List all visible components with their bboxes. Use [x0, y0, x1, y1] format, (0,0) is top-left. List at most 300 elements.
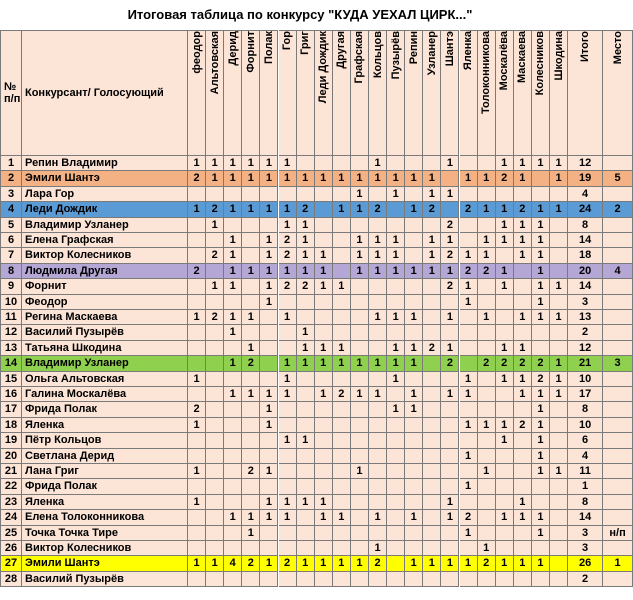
vote-cell: [315, 156, 333, 171]
vote-cell: 1: [279, 510, 297, 525]
vote-cell: 2: [441, 356, 459, 371]
vote-cell: [496, 387, 514, 402]
vote-cell: [387, 464, 405, 479]
vote-cell: [315, 449, 333, 464]
vote-cell: [260, 541, 278, 556]
place-cell: [603, 233, 633, 248]
vote-cell: 1: [351, 248, 369, 263]
vote-cell: [514, 479, 532, 494]
vote-cell: 1: [351, 233, 369, 248]
vote-cell: [387, 541, 405, 556]
vote-cell: [260, 218, 278, 233]
total-cell: 3: [568, 295, 603, 310]
vote-cell: 1: [242, 526, 260, 541]
total-cell: 10: [568, 372, 603, 387]
place-cell: [603, 387, 633, 402]
vote-cell: [550, 187, 568, 202]
total-cell: 12: [568, 156, 603, 171]
vote-cell: [224, 218, 242, 233]
vote-cell: 1: [297, 433, 315, 448]
vote-cell: 1: [532, 264, 550, 279]
vote-cell: [423, 464, 441, 479]
vote-cell: 1: [405, 387, 423, 402]
vote-cell: [478, 295, 496, 310]
vote-cell: [441, 372, 459, 387]
vote-cell: 1: [242, 510, 260, 525]
vote-cell: [369, 187, 387, 202]
header-judge: [297, 30, 315, 156]
row-number: 19: [0, 433, 22, 448]
vote-cell: 1: [279, 264, 297, 279]
vote-cell: 1: [496, 341, 514, 356]
vote-cell: [423, 526, 441, 541]
total-cell: 20: [568, 264, 603, 279]
vote-cell: 1: [260, 279, 278, 294]
vote-cell: [550, 264, 568, 279]
vote-cell: 1: [532, 295, 550, 310]
header-total-label: Итого: [579, 31, 592, 63]
header-judge-label: Москалёва: [498, 31, 511, 91]
vote-cell: 1: [242, 156, 260, 171]
vote-cell: [333, 418, 351, 433]
vote-cell: [532, 171, 550, 186]
vote-cell: 2: [206, 202, 224, 217]
vote-cell: [315, 541, 333, 556]
vote-cell: 1: [297, 171, 315, 186]
vote-cell: 1: [460, 449, 478, 464]
vote-cell: 1: [405, 171, 423, 186]
vote-cell: 1: [460, 372, 478, 387]
vote-cell: 1: [333, 341, 351, 356]
vote-cell: [333, 310, 351, 325]
total-cell: 13: [568, 310, 603, 325]
vote-cell: [405, 526, 423, 541]
vote-cell: 1: [532, 248, 550, 263]
vote-cell: [242, 418, 260, 433]
vote-cell: [297, 464, 315, 479]
vote-cell: 1: [496, 233, 514, 248]
vote-cell: 1: [242, 202, 260, 217]
vote-cell: 1: [315, 248, 333, 263]
vote-cell: 2: [441, 218, 459, 233]
place-cell: [603, 325, 633, 340]
vote-cell: [387, 556, 405, 571]
vote-cell: [333, 325, 351, 340]
vote-cell: [387, 418, 405, 433]
vote-cell: [441, 464, 459, 479]
total-cell: 8: [568, 495, 603, 510]
vote-cell: 2: [441, 279, 459, 294]
vote-cell: [279, 187, 297, 202]
vote-cell: [297, 449, 315, 464]
vote-cell: [351, 310, 369, 325]
vote-cell: 1: [496, 372, 514, 387]
row-number: 6: [0, 233, 22, 248]
vote-cell: [351, 218, 369, 233]
place-cell: 4: [603, 264, 633, 279]
vote-cell: [369, 341, 387, 356]
vote-cell: [514, 295, 532, 310]
vote-cell: [351, 372, 369, 387]
vote-cell: 1: [460, 418, 478, 433]
header-judge: [224, 30, 242, 156]
vote-cell: [333, 402, 351, 417]
vote-cell: 1: [496, 279, 514, 294]
vote-cell: 1: [441, 387, 459, 402]
vote-cell: [441, 171, 459, 186]
vote-cell: [405, 464, 423, 479]
vote-cell: 1: [224, 325, 242, 340]
total-cell: 26: [568, 556, 603, 571]
vote-cell: 1: [550, 464, 568, 479]
vote-cell: [478, 572, 496, 587]
total-cell: 6: [568, 433, 603, 448]
header-judge-label: Другая: [335, 31, 348, 69]
vote-cell: 1: [369, 156, 387, 171]
vote-cell: [405, 218, 423, 233]
vote-cell: [460, 341, 478, 356]
vote-cell: 1: [550, 310, 568, 325]
vote-cell: [532, 325, 550, 340]
contestant-name: Галина Москалёва: [22, 387, 188, 402]
place-cell: [603, 464, 633, 479]
vote-cell: [315, 295, 333, 310]
header-judge: [206, 30, 224, 156]
vote-cell: [315, 218, 333, 233]
vote-cell: 1: [260, 464, 278, 479]
place-cell: [603, 433, 633, 448]
vote-cell: 1: [387, 310, 405, 325]
vote-cell: [206, 479, 224, 494]
vote-cell: [351, 402, 369, 417]
vote-cell: [351, 341, 369, 356]
vote-cell: [496, 526, 514, 541]
vote-cell: [206, 387, 224, 402]
contestant-name: Виктор Колесников: [22, 248, 188, 263]
total-cell: 21: [568, 356, 603, 371]
vote-cell: [242, 479, 260, 494]
vote-cell: [351, 418, 369, 433]
vote-cell: 2: [423, 341, 441, 356]
vote-cell: [333, 218, 351, 233]
row-number: 8: [0, 264, 22, 279]
header-judge-label: Леди Дождик: [317, 31, 330, 104]
vote-cell: [188, 187, 206, 202]
vote-cell: [351, 479, 369, 494]
vote-cell: [478, 526, 496, 541]
vote-cell: 1: [279, 218, 297, 233]
vote-cell: 2: [279, 248, 297, 263]
vote-cell: [279, 541, 297, 556]
vote-cell: 1: [441, 233, 459, 248]
vote-cell: 1: [532, 233, 550, 248]
row-number: 11: [0, 310, 22, 325]
vote-cell: 1: [532, 464, 550, 479]
vote-cell: [478, 510, 496, 525]
row-number: 20: [0, 449, 22, 464]
vote-cell: [460, 325, 478, 340]
vote-cell: 1: [478, 418, 496, 433]
vote-cell: 1: [315, 510, 333, 525]
header-judge: [460, 30, 478, 156]
vote-cell: 1: [297, 341, 315, 356]
vote-cell: [496, 449, 514, 464]
row-number: 14: [0, 356, 22, 371]
vote-cell: [460, 218, 478, 233]
vote-cell: 1: [260, 156, 278, 171]
vote-cell: 1: [550, 171, 568, 186]
vote-cell: 1: [387, 248, 405, 263]
vote-cell: 1: [279, 171, 297, 186]
header-judge-label: Гор: [281, 31, 294, 51]
row-number: 5: [0, 218, 22, 233]
place-cell: 3: [603, 356, 633, 371]
vote-cell: 1: [405, 202, 423, 217]
place-cell: [603, 418, 633, 433]
vote-cell: [279, 325, 297, 340]
vote-cell: [550, 248, 568, 263]
vote-cell: [297, 310, 315, 325]
vote-cell: 1: [260, 264, 278, 279]
place-cell: [603, 449, 633, 464]
vote-cell: [333, 187, 351, 202]
vote-cell: [496, 248, 514, 263]
vote-cell: [369, 526, 387, 541]
vote-cell: 2: [242, 356, 260, 371]
vote-cell: [460, 495, 478, 510]
total-cell: 24: [568, 202, 603, 217]
vote-cell: [351, 295, 369, 310]
vote-cell: [260, 479, 278, 494]
vote-cell: [242, 541, 260, 556]
header-total: [568, 30, 603, 156]
header-judge: [188, 30, 206, 156]
vote-cell: 1: [206, 218, 224, 233]
vote-cell: [514, 433, 532, 448]
contestant-name: Фрида Полак: [22, 479, 188, 494]
vote-cell: [242, 233, 260, 248]
vote-cell: [188, 295, 206, 310]
vote-cell: 1: [369, 541, 387, 556]
vote-cell: 1: [224, 202, 242, 217]
vote-cell: [260, 356, 278, 371]
vote-cell: 1: [369, 387, 387, 402]
vote-cell: [242, 187, 260, 202]
vote-cell: 2: [297, 202, 315, 217]
vote-cell: 1: [188, 464, 206, 479]
vote-cell: [460, 572, 478, 587]
vote-cell: [224, 541, 242, 556]
vote-cell: [297, 572, 315, 587]
vote-cell: [188, 387, 206, 402]
vote-cell: 1: [315, 556, 333, 571]
vote-cell: [224, 572, 242, 587]
vote-cell: 1: [224, 387, 242, 402]
vote-cell: [206, 495, 224, 510]
header-judge: [423, 30, 441, 156]
vote-cell: 1: [351, 187, 369, 202]
vote-cell: 1: [514, 156, 532, 171]
vote-cell: [351, 156, 369, 171]
vote-cell: [496, 402, 514, 417]
vote-cell: 1: [351, 356, 369, 371]
total-cell: 1: [568, 479, 603, 494]
vote-cell: [496, 325, 514, 340]
vote-cell: [279, 418, 297, 433]
vote-cell: 1: [297, 218, 315, 233]
vote-cell: [333, 248, 351, 263]
vote-cell: [224, 295, 242, 310]
vote-cell: [478, 279, 496, 294]
vote-cell: [496, 572, 514, 587]
vote-cell: [423, 387, 441, 402]
vote-cell: [242, 325, 260, 340]
vote-cell: 1: [460, 526, 478, 541]
vote-cell: 1: [351, 264, 369, 279]
contestant-name: Яленка: [22, 418, 188, 433]
vote-cell: [532, 495, 550, 510]
vote-cell: 1: [532, 433, 550, 448]
vote-cell: [532, 572, 550, 587]
vote-cell: 1: [224, 356, 242, 371]
vote-cell: 1: [351, 387, 369, 402]
header-judge: [532, 30, 550, 156]
row-number: 3: [0, 187, 22, 202]
vote-cell: [423, 310, 441, 325]
vote-cell: [224, 341, 242, 356]
vote-cell: [351, 510, 369, 525]
vote-cell: [405, 156, 423, 171]
vote-cell: [478, 372, 496, 387]
vote-cell: 1: [478, 248, 496, 263]
vote-cell: [550, 402, 568, 417]
contestant-name: Лана Григ: [22, 464, 188, 479]
vote-cell: 1: [224, 156, 242, 171]
vote-cell: [206, 526, 224, 541]
vote-cell: [405, 187, 423, 202]
header-judge-label: Полак: [262, 31, 275, 64]
vote-cell: [405, 233, 423, 248]
vote-cell: 1: [532, 449, 550, 464]
vote-cell: [405, 418, 423, 433]
vote-cell: [333, 372, 351, 387]
vote-cell: [441, 433, 459, 448]
vote-cell: 1: [369, 356, 387, 371]
total-cell: 18: [568, 248, 603, 263]
total-cell: 12: [568, 341, 603, 356]
vote-cell: 1: [514, 495, 532, 510]
contestant-name: Василий Пузырёв: [22, 325, 188, 340]
contestant-name: Владимир Узланер: [22, 218, 188, 233]
vote-cell: [242, 279, 260, 294]
vote-cell: [279, 479, 297, 494]
vote-cell: [188, 233, 206, 248]
total-cell: 11: [568, 464, 603, 479]
vote-cell: [423, 372, 441, 387]
contestant-name: Елена Графская: [22, 233, 188, 248]
vote-cell: 1: [260, 418, 278, 433]
vote-cell: [423, 279, 441, 294]
vote-cell: 1: [260, 402, 278, 417]
header-judge-label: Графская: [353, 31, 366, 84]
vote-cell: 1: [441, 341, 459, 356]
vote-cell: [387, 279, 405, 294]
vote-cell: [550, 479, 568, 494]
vote-cell: [315, 402, 333, 417]
row-number: 23: [0, 495, 22, 510]
vote-cell: 1: [260, 248, 278, 263]
contestant-name: Пётр Кольцов: [22, 433, 188, 448]
vote-cell: 1: [279, 495, 297, 510]
vote-cell: [188, 526, 206, 541]
vote-cell: 1: [550, 279, 568, 294]
vote-cell: [242, 402, 260, 417]
total-cell: 14: [568, 510, 603, 525]
vote-cell: [369, 418, 387, 433]
vote-cell: 1: [297, 356, 315, 371]
vote-cell: [351, 449, 369, 464]
vote-cell: [206, 341, 224, 356]
vote-cell: 1: [460, 171, 478, 186]
contestant-name: Леди Дождик: [22, 202, 188, 217]
vote-cell: [242, 572, 260, 587]
vote-cell: 1: [242, 264, 260, 279]
vote-cell: [351, 572, 369, 587]
vote-cell: [478, 218, 496, 233]
vote-cell: [279, 449, 297, 464]
vote-cell: 1: [369, 233, 387, 248]
vote-cell: [188, 248, 206, 263]
vote-cell: 1: [297, 264, 315, 279]
vote-cell: 1: [387, 171, 405, 186]
vote-cell: 1: [315, 387, 333, 402]
vote-cell: [279, 572, 297, 587]
vote-cell: [297, 187, 315, 202]
vote-cell: [315, 372, 333, 387]
vote-cell: 1: [514, 387, 532, 402]
vote-cell: [206, 325, 224, 340]
row-number: 21: [0, 464, 22, 479]
total-cell: 3: [568, 526, 603, 541]
vote-cell: 1: [387, 356, 405, 371]
place-cell: [603, 295, 633, 310]
vote-cell: 1: [423, 233, 441, 248]
place-cell: [603, 572, 633, 587]
vote-cell: 2: [478, 356, 496, 371]
vote-cell: 1: [405, 310, 423, 325]
vote-cell: 1: [478, 464, 496, 479]
vote-cell: [387, 449, 405, 464]
vote-cell: [206, 402, 224, 417]
vote-cell: 2: [206, 310, 224, 325]
vote-cell: 2: [460, 202, 478, 217]
vote-cell: [441, 295, 459, 310]
vote-cell: [550, 541, 568, 556]
table-title: Итоговая таблица по конкурсу "КУДА УЕХАЛ ЦИРК...": [127, 7, 473, 22]
vote-cell: 1: [441, 310, 459, 325]
vote-cell: [188, 325, 206, 340]
vote-cell: [279, 295, 297, 310]
vote-cell: [224, 526, 242, 541]
vote-cell: 2: [242, 464, 260, 479]
vote-cell: 1: [532, 387, 550, 402]
row-number: 4: [0, 202, 22, 217]
vote-cell: 1: [460, 556, 478, 571]
vote-cell: [315, 464, 333, 479]
vote-cell: [405, 372, 423, 387]
vote-cell: [460, 187, 478, 202]
vote-cell: [333, 526, 351, 541]
